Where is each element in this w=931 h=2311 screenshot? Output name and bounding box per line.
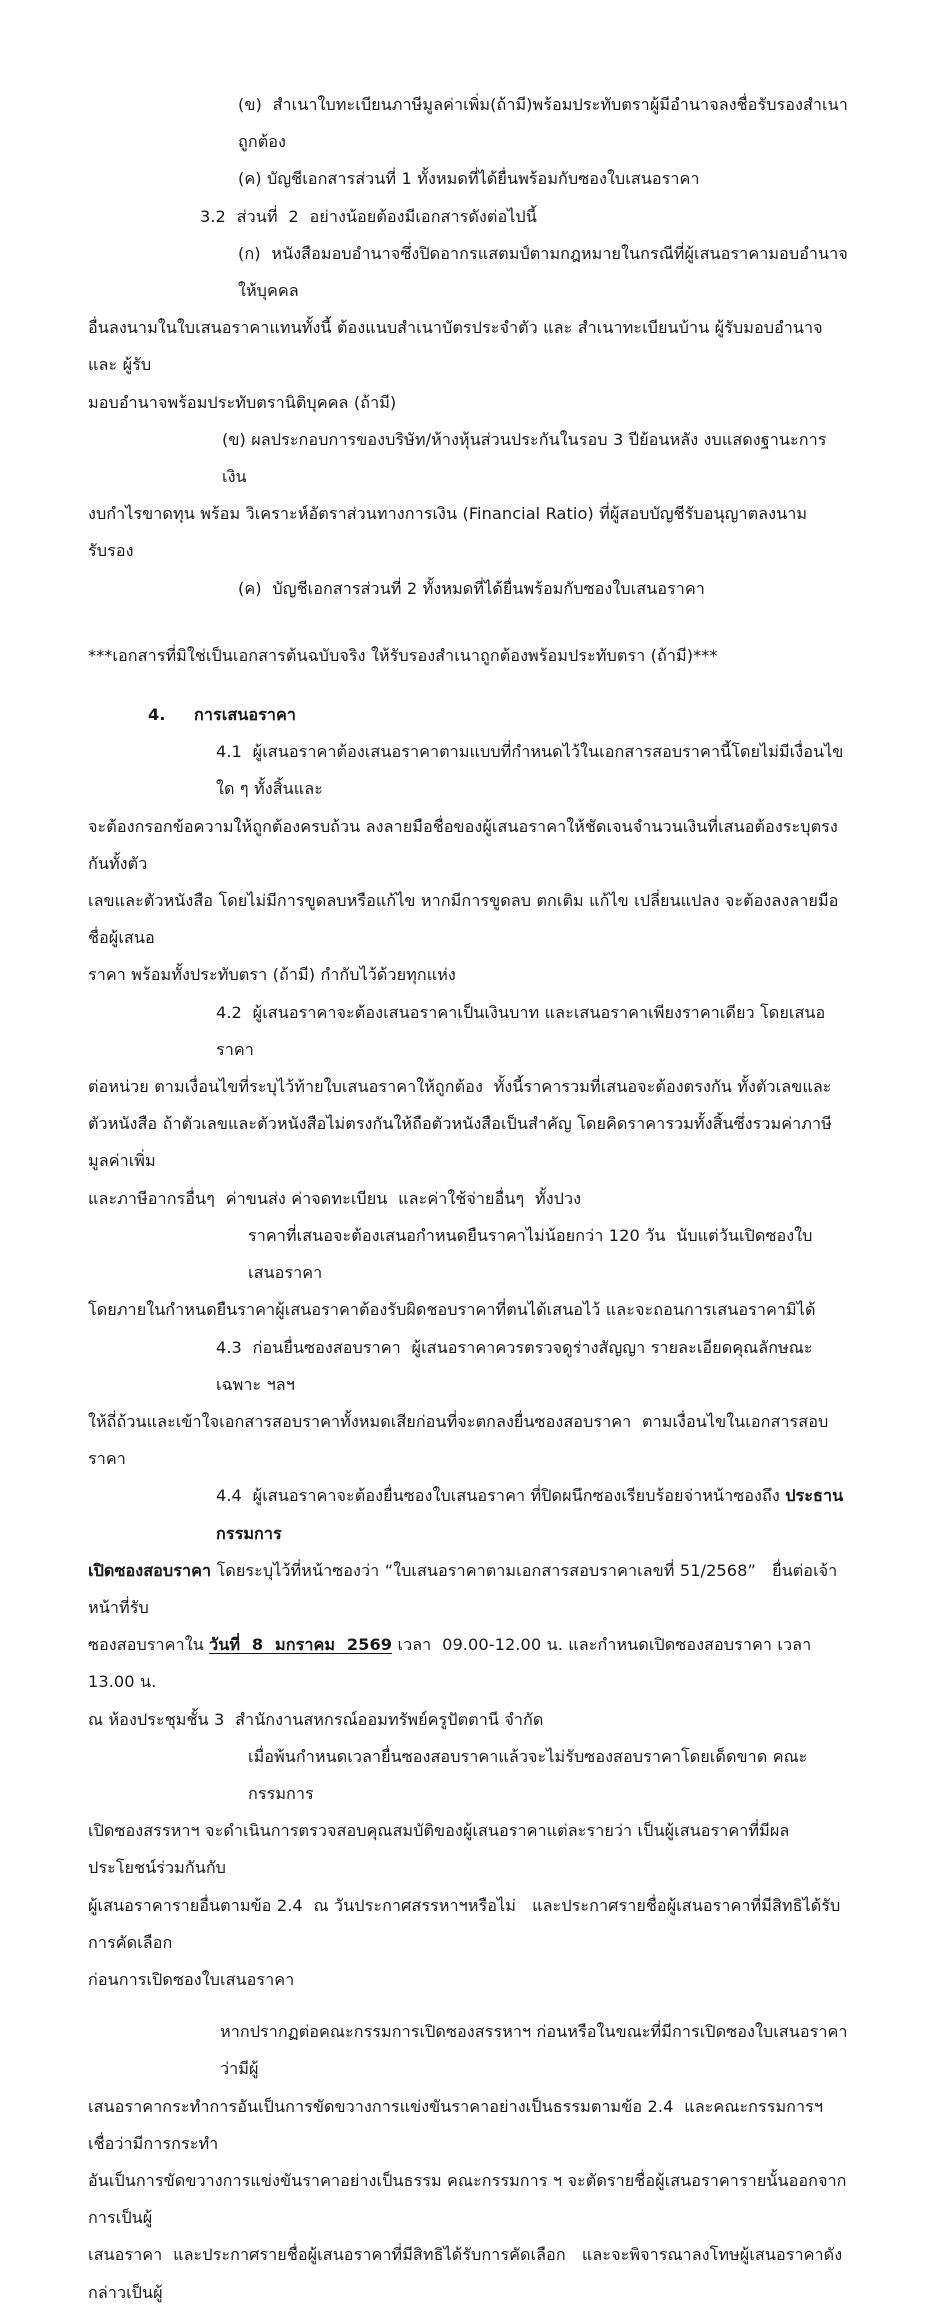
emphasized-text: ประธานกรรมการ <box>216 1486 844 1543</box>
paragraph-line <box>88 2236 848 2310</box>
paragraph-line <box>88 1291 848 1328</box>
paragraph-line <box>88 160 848 197</box>
text-run: ให้ถี่ถ้วนและเข้าใจเอกสารสอบราคาทั้งหมดเสียก่อนที่จะตกลงยื่นซองสอบราคา ตามเงื่อนไขในเอกสารสอบราคา <box>88 1411 829 1469</box>
paragraph-line <box>88 384 848 421</box>
paragraph-line <box>88 421 848 495</box>
emphasized-date-text: วันที่ 8 มกราคม 2569 <box>209 1635 393 1655</box>
vertical-spacer <box>88 1998 848 2013</box>
vertical-spacer <box>88 607 848 637</box>
paragraph-line <box>88 1701 848 1738</box>
paragraph-line <box>88 235 848 309</box>
text-run: โดยภายในกำหนดยืนราคาผู้เสนอราคาต้องรับผิดชอบราคาที่ตนได้เสนอไว้ และจะถอนการเสนอราคามิได้ <box>88 1300 816 1320</box>
paragraph-line <box>88 1552 848 1626</box>
paragraph-line <box>88 956 848 993</box>
paragraph-line <box>88 1961 848 1998</box>
text-run: (ข) สำเนาใบทะเบียนภาษีมูลค่าเพิ่ม(ถ้ามี)พร้อมประทับตราผู้มีอำนาจลงชื่อรับรองสำเนาถูกต้อง <box>238 95 848 152</box>
text-run: เลขและตัวหนังสือ โดยไม่มีการขูดลบหรือแก้ไข หากมีการขูดลบ ตกเติม แก้ไข เปลี่ยนแปลง จะต้องลงลายมือชื่อผู้เสนอ <box>88 891 839 948</box>
paragraph-line <box>88 198 848 235</box>
text-run: ***เอกสารที่มิใช่เป็นเอกสารต้นฉบับจริง ให้รับรองสำเนาถูกต้องพร้อมประทับตรา (ถ้ามี)*** <box>88 645 718 665</box>
paragraph-line <box>88 1180 848 1217</box>
section-heading <box>88 696 848 733</box>
text-run: มอบอำนาจพร้อมประทับตรานิติบุคคล (ถ้ามี) <box>88 392 397 412</box>
section-number: 4. <box>148 705 166 725</box>
text-run: เสนอราคากระทำการอันเป็นการขัดขวางการแข่งขันราคาอย่างเป็นธรรมตามข้อ 2.4 และคณะกรรมการฯ เชื่อว่ามีการกระทำ <box>88 2096 834 2153</box>
text-run: อื่นลงนามในใบเสนอราคาแทนทั้งนี้ ต้องแนบสำเนาบัตรประจำตัว และ สำเนาทะเบียนบ้าน ผู้รับมอบอำนาจ และ ผู้รับ <box>88 318 829 375</box>
section-title: การเสนอราคา <box>194 705 297 725</box>
paragraph-line <box>88 1812 848 1886</box>
paragraph-line <box>88 882 848 956</box>
text-run: เวลา 09.00-12.00 น. และกำหนดเปิดซองสอบราคา เวลา 13.00 น. <box>88 1635 817 1692</box>
text-run: อันเป็นการขัดขวางการแข่งขันราคาอย่างเป็นธรรม คณะกรรมการ ฯ จะตัดรายชื่อผู้เสนอราคารายนั้นออกจากการเป็นผู้ <box>88 2170 847 2228</box>
paragraph-line <box>88 1738 848 1812</box>
paragraph-line <box>88 1217 848 1291</box>
text-run: (ค) บัญชีเอกสารส่วนที่ 2 ทั้งหมดที่ได้ยื่นพร้อมกับซองใบเสนอราคา <box>238 578 705 598</box>
paragraph-line <box>88 1068 848 1105</box>
paragraph-line <box>88 309 848 383</box>
paragraph-line <box>88 2162 848 2236</box>
text-run: 4.4 ผู้เสนอราคาจะต้องยื่นซองใบเสนอราคา ที่ปิดผนึกซองเรียบร้อยจ่าหน้าซองถึง <box>216 1486 786 1506</box>
paragraph-line <box>88 2088 848 2162</box>
text-run: หากปรากฏต่อคณะกรรมการเปิดซองสรรหาฯ ก่อนหรือในขณะที่มีการเปิดซองใบเสนอราคาว่ามีผู้ <box>220 2022 848 2079</box>
paragraph-line <box>88 994 848 1068</box>
paragraph-line <box>88 495 848 569</box>
document-body <box>88 86 848 2311</box>
text-run: 3.2 ส่วนที่ 2 อย่างน้อยต้องมีเอกสารดังต่อไปนี้ <box>200 206 537 226</box>
text-run: ผู้เสนอราคารายอื่นตามข้อ 2.4 ณ วันประกาศสรรหาฯหรือไม่ และประกาศรายชื่อผู้เสนอราคาที่มีสิทธิได้รับการคัดเลือก <box>88 1895 841 1952</box>
paragraph-line <box>88 1477 848 1551</box>
text-run: (ค) บัญชีเอกสารส่วนที่ 1 ทั้งหมดที่ได้ยื่นพร้อมกับซองใบเสนอราคา <box>238 169 700 189</box>
paragraph-line <box>88 1403 848 1477</box>
paragraph-line <box>88 1887 848 1961</box>
text-run: ราคา พร้อมทั้งประทับตรา (ถ้ามี) กำกับไว้ด้วยทุกแห่ง <box>88 965 456 985</box>
text-run: เมื่อพ้นกำหนดเวลายื่นซองสอบราคาแล้วจะไม่รับซองสอบราคาโดยเด็ดขาด คณะกรรมการ <box>248 1746 808 1803</box>
text-run: ต่อหน่วย ตามเงื่อนไขที่ระบุไว้ท้ายใบเสนอราคาให้ถูกต้อง ทั้งนี้ราคารวมที่เสนอจะต้องตรงกัน ทั้งตัวเลขและ <box>88 1077 832 1097</box>
text-run: จะต้องกรอกข้อความให้ถูกต้องครบถ้วน ลงลายมือชื่อของผู้เสนอราคาให้ชัดเจนจำนวนเงินที่เสนอต้องระบุตรงกันทั้งตัว <box>88 816 838 873</box>
text-run: ก่อนการเปิดซองใบเสนอราคา <box>88 1969 295 1989</box>
text-run: โดยระบุไว้ที่หน้าซองว่า “ใบเสนอราคาตามเอกสารสอบราคาเลขที่ 51/2568” ยื่นต่อเจ้าหน้าที่รับ <box>88 1560 838 1617</box>
paragraph-line <box>88 570 848 607</box>
paragraph-line <box>88 86 848 160</box>
paragraph-line <box>88 2013 848 2087</box>
paragraph-line <box>88 808 848 882</box>
paragraph-line <box>88 1105 848 1179</box>
text-run: ณ ห้องประชุมชั้น 3 สำนักงานสหกรณ์ออมทรัพย์ครูปัตตานี จำกัด <box>88 1709 544 1729</box>
text-run: 4.2 ผู้เสนอราคาจะต้องเสนอราคาเป็นเงินบาท และเสนอราคาเพียงราคาเดียว โดยเสนอ ราคา <box>216 1002 831 1059</box>
paragraph-line <box>88 1626 848 1700</box>
paragraph-line <box>88 637 848 674</box>
text-run: ตัวหนังสือ ถ้าตัวเลขและตัวหนังสือไม่ตรงกันให้ถือตัวหนังสือเป็นสำคัญ โดยคิดราคารวมทั้งสิ้นซึ่งรวมค่าภาษีมูลค่าเพิ่ม <box>88 1114 832 1171</box>
text-run: งบกำไรขาดทุน พร้อม วิเคราะห์อัตราส่วนทางการเงิน (Financial Ratio) ที่ผู้สอบบัญชีรับอนุญาตลงนามรับรอง <box>88 504 808 561</box>
text-run: และภาษีอากรอื่นๆ ค่าขนส่ง ค่าจดทะเบียน และค่าใช้จ่ายอื่นๆ ทั้งปวง <box>88 1188 582 1208</box>
text-run: (ก) หนังสือมอบอำนาจซึ่งปิดอากรแสตมป์ตามกฎหมายในกรณีที่ผู้เสนอราคามอบอำนาจให้บุคคล <box>238 243 848 301</box>
emphasized-text: เปิดซองสอบราคา <box>88 1560 212 1580</box>
paragraph-line <box>88 1329 848 1403</box>
paragraph-line <box>88 733 848 807</box>
text-run: เปิดซองสรรหาฯ จะดำเนินการตรวจสอบคุณสมบัติของผู้เสนอราคาแต่ละรายว่า เป็นผู้เสนอราคาที่มีผลประโยชน์ร่วมกันกับ <box>88 1821 790 1878</box>
text-run: 4.1 ผู้เสนอราคาต้องเสนอราคาตามแบบที่กำหนดไว้ในเอกสารสอบราคานี้โดยไม่มีเงื่อนไขใด ๆ ทั้งสิ้นและ <box>216 742 844 799</box>
text-run: 4.3 ก่อนยื่นซองสอบราคา ผู้เสนอราคาควรตรวจดูร่างสัญญา รายละเอียดคุณลักษณะ เฉพาะ ฯลฯ <box>216 1337 818 1394</box>
vertical-spacer <box>88 674 848 696</box>
text-run: ราคาที่เสนอจะต้องเสนอกำหนดยืนราคาไม่น้อยกว่า 120 วัน นับแต่วันเปิดซองใบเสนอราคา <box>248 1225 813 1283</box>
text-run: เสนอราคา และประกาศรายชื่อผู้เสนอราคาที่มีสิทธิได้รับการคัดเลือก และจะพิจารณาลงโทษผู้เสนอราคาดังกล่าวเป็นผู้ <box>88 2245 843 2302</box>
text-run: ซองสอบราคาใน <box>88 1635 210 1655</box>
text-run: (ข) ผลประกอบการของบริษัท/ห้างหุ้นส่วนประกันในรอบ 3 ปีย้อนหลัง งบแสดงฐานะการเงิน <box>222 429 827 487</box>
